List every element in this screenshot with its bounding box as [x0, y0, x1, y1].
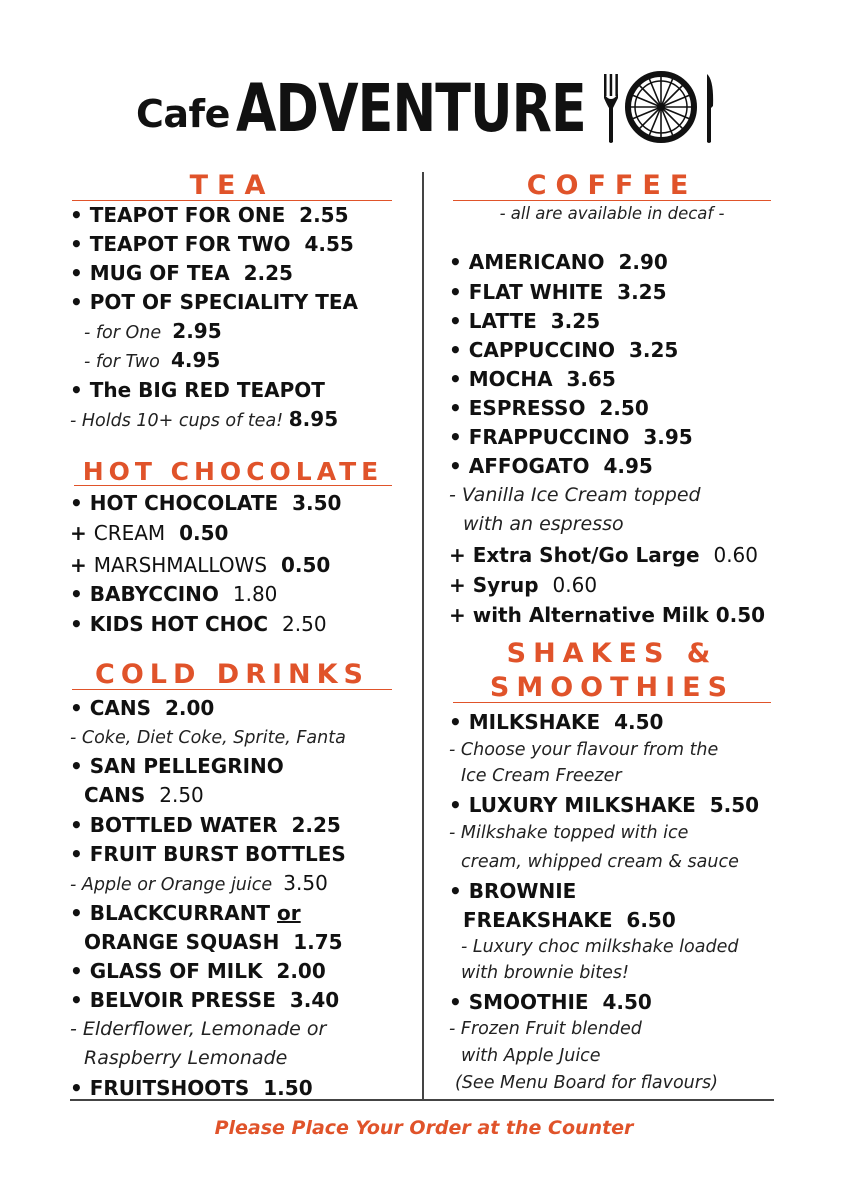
menu-item: • CAPPUCCINO 3.25 [449, 338, 679, 362]
menu-item: • BLACKCURRANT or [70, 901, 301, 925]
menu-note: - for Two 4.95 [84, 348, 221, 372]
menu-item: + with Alternative Milk 0.50 [449, 603, 766, 627]
menu-item: + MARSHMALLOWS 0.50 [70, 553, 331, 577]
coffee-heading: COFFEE [453, 172, 771, 201]
menu-item: • FRUITSHOOTS 1.50 [70, 1076, 313, 1100]
menu-note: - Apple or Orange juice 3.50 [70, 871, 328, 895]
menu-note: - Milkshake topped with ice [449, 823, 689, 843]
menu-item: • KIDS HOT CHOC 2.50 [70, 612, 327, 636]
column-divider [422, 172, 424, 1100]
menu-note: - Holds 10+ cups of tea! 8.95 [70, 407, 339, 431]
menu-item: • FRUIT BURST BOTTLES [70, 842, 346, 866]
logo-cafe-text: Cafe [136, 92, 230, 136]
cold-drinks-heading: COLD DRINKS [72, 661, 392, 690]
menu-item: CANS 2.50 [84, 783, 204, 807]
menu-note: (See Menu Board for flavours) [455, 1073, 718, 1093]
bike-wheel-icon [624, 70, 698, 144]
tea-heading: TEA [72, 172, 392, 201]
footer-order-note: Please Place Your Order at the Counter [214, 1117, 634, 1139]
menu-item: • BABYCCINO 1.80 [70, 582, 278, 606]
menu-note: - Coke, Diet Coke, Sprite, Fanta [70, 728, 346, 748]
menu-item: • AFFOGATO 4.95 [449, 454, 653, 478]
menu-item: • SAN PELLEGRINO [70, 754, 284, 778]
menu-note: - Luxury choc milkshake loaded [461, 937, 739, 957]
menu-item: • FLAT WHITE 3.25 [449, 280, 667, 304]
menu-item: • CANS 2.00 [70, 696, 215, 720]
logo-adventure-text: ADVENTURE [236, 70, 586, 147]
menu-item: ORANGE SQUASH 1.75 [84, 930, 343, 954]
menu-item: • POT OF SPECIALITY TEA [70, 290, 359, 314]
menu-item: • LATTE 3.25 [449, 309, 601, 333]
cafe-logo [136, 66, 716, 156]
menu-note: Raspberry Lemonade [84, 1047, 288, 1069]
menu-item: • TEAPOT FOR TWO 4.55 [70, 232, 354, 256]
menu-note: - Vanilla Ice Cream topped [449, 484, 701, 506]
menu-item: • LUXURY MILKSHAKE 5.50 [449, 793, 760, 817]
menu-item: FREAKSHAKE 6.50 [463, 908, 676, 932]
menu-note: Ice Cream Freezer [461, 766, 622, 786]
menu-item: • MOCHA 3.65 [449, 367, 616, 391]
menu-item: • MILKSHAKE 4.50 [449, 710, 664, 734]
fork-icon [602, 74, 620, 144]
menu-item: + Syrup 0.60 [449, 573, 598, 597]
menu-item: • BOTTLED WATER 2.25 [70, 813, 341, 837]
menu-note: with an espresso [463, 513, 624, 535]
shakes-heading: SHAKES & [506, 638, 718, 669]
menu-item: • AMERICANO 2.90 [449, 250, 668, 274]
knife-icon [704, 74, 714, 144]
decaf-note: - all are available in decaf - [499, 204, 725, 223]
menu-note: - Frozen Fruit blended [449, 1019, 642, 1039]
menu-note: - for One 2.95 [84, 319, 222, 343]
menu-item: • BELVOIR PRESSE 3.40 [70, 988, 340, 1012]
menu-note: with Apple Juice [461, 1046, 601, 1066]
menu-note: with brownie bites! [461, 963, 630, 983]
menu-item: + CREAM 0.50 [70, 521, 229, 545]
menu-note: - Choose your flavour from the [449, 740, 719, 760]
menu-item: • ESPRESSO 2.50 [449, 396, 649, 420]
menu-note: cream, whipped cream & sauce [461, 852, 739, 872]
smoothies-heading: SMOOTHIES [453, 674, 771, 703]
menu-item: • GLASS OF MILK 2.00 [70, 959, 326, 983]
menu-note: - Elderflower, Lemonade or [70, 1018, 327, 1040]
menu-item: • HOT CHOCOLATE 3.50 [70, 491, 342, 515]
menu-item: • TEAPOT FOR ONE 2.55 [70, 203, 349, 227]
menu-item: • BROWNIE [449, 879, 577, 903]
hot-chocolate-heading: HOT CHOCOLATE [74, 459, 392, 486]
menu-item: • FRAPPUCCINO 3.95 [449, 425, 693, 449]
menu-item: • MUG OF TEA 2.25 [70, 261, 293, 285]
menu-item: • The BIG RED TEAPOT [70, 378, 325, 402]
menu-item: • SMOOTHIE 4.50 [449, 990, 652, 1014]
menu-item: + Extra Shot/Go Large 0.60 [449, 543, 758, 567]
